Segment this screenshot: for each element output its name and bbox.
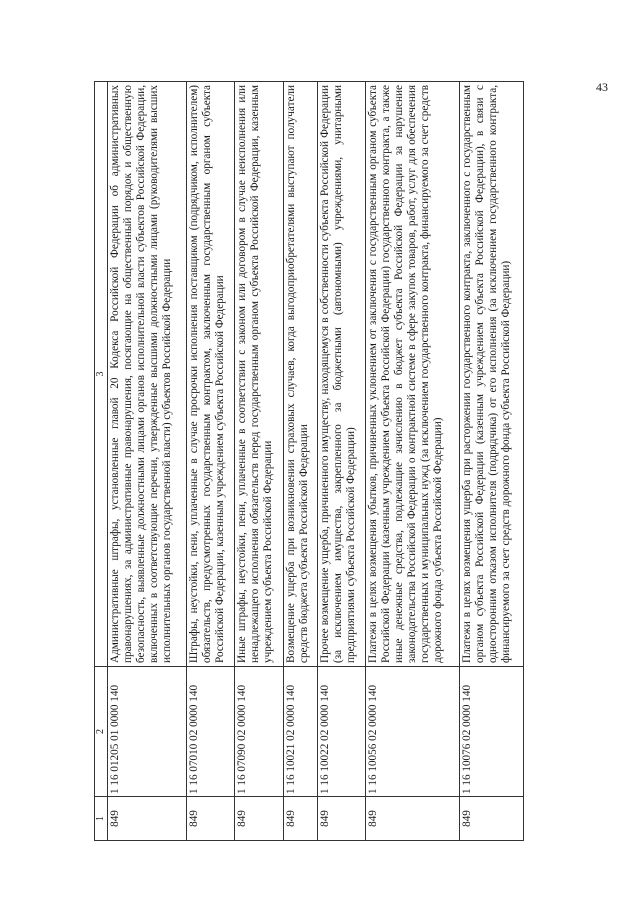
admin-code-cell: 849: [108, 797, 187, 841]
admin-code-cell: 849: [366, 797, 460, 841]
page-number: 43: [596, 80, 608, 94]
admin-code-cell: 849: [186, 797, 235, 841]
table-row: [460, 82, 524, 841]
budget-code-cell: 1 16 07090 02 0000 140: [235, 667, 284, 797]
description-cell: Иные штрафы, неустойки, пени, уплаченные в соответствии с законом или договором в случае неисполнения или ненадлежащего исполнения обязательств перед государственным органом субъекта Российской Федерации, казенным учреждением субъекта Российской Федерации: [235, 82, 284, 667]
description-cell: Административные штрафы, установленные главой 20 Кодекса Российской Федерации об административных правонарушениях, за административные правонарушения, посягающие на общественный порядок и общественную безопасность, выявленные должностными лицами органов исполнительной власти субъектов Российской Федерации, включенных в соответствующие перечни, утвержденные высшими должностными лицами (руководителями высших исполнительных органов государственной власти) субъектов Российской Федерации: [108, 82, 187, 667]
budget-code-cell: 1 16 10022 02 0000 140: [317, 667, 366, 797]
column-header: 1: [95, 797, 108, 841]
rotated-table-container: [94, 81, 524, 841]
description-cell: Платежи в целях возмещения убытков, причиненных уклонением от заключения с государственным органом субъекта Российской Федерации (казенным учреждением субъекта Российской Федерации) государственного контракта, а также иные денежные средства, подлежащие зачислению в бюджет субъекта Российской Федерации за нарушение законодательства Российской Федерации о контрактной системе в сфере закупок товаров, работ, услуг для обеспечения государственных и муниципальных нужд (за исключением государственного контракта, финансируемого за счет средств дорожного фонда субъекта Российской Федерации): [366, 82, 460, 667]
admin-code-cell: 849: [284, 797, 318, 841]
budget-codes-table: [94, 81, 524, 841]
column-header: 2: [95, 667, 108, 797]
admin-code-cell: 849: [235, 797, 284, 841]
table-row: [108, 82, 187, 841]
column-header: 3: [95, 82, 108, 667]
description-cell: Платежи в целях возмещения ущерба при расторжении государственного контракта, заключенного с государственным органом субъекта Российской Федерации (казенным учреждением субъекта Российской Федерации), в связи с односторонним отказом исполнителя (подрядчика) от его исполнения (за исключением государственного контракта, финансируемого за счет средств дорожного фонда субъекта Российской Федерации): [460, 82, 524, 667]
table-row: [235, 82, 284, 841]
table-row: [366, 82, 460, 841]
table-row: [317, 82, 366, 841]
table-header-row: [95, 82, 108, 841]
table-row: [186, 82, 235, 841]
admin-code-cell: 849: [460, 797, 524, 841]
budget-code-cell: 1 16 01205 01 0000 140: [108, 667, 187, 797]
budget-code-cell: 1 16 10076 02 0000 140: [460, 667, 524, 797]
description-cell: Возмещение ущерба при возникновении страховых случаев, когда выгодоприобретателями выступают получатели средств бюджета субъекта Российской Федерации: [284, 82, 318, 667]
budget-code-cell: 1 16 07010 02 0000 140: [186, 667, 235, 797]
budget-code-cell: 1 16 10021 02 0000 140: [284, 667, 318, 797]
description-cell: Штрафы, неустойки, пени, уплаченные в случае просрочки исполнения поставщиком (подрядчиком, исполнителем) обязательств, предусмотренных государственным контрактом, заключенным государственным органом субъекта Российской Федерации, казенным учреждением субъекта Российской Федерации: [186, 82, 235, 667]
admin-code-cell: 849: [317, 797, 366, 841]
table-row: [284, 82, 318, 841]
budget-code-cell: 1 16 10056 02 0000 140: [366, 667, 460, 797]
description-cell: Прочее возмещение ущерба, причиненного имуществу, находящемуся в собственности субъекта Российской Федерации (за исключением имущества, закрепленного за бюджетными (автономными) учреждениями, унитарными предприятиями субъекта Российской Федерации): [317, 82, 366, 667]
